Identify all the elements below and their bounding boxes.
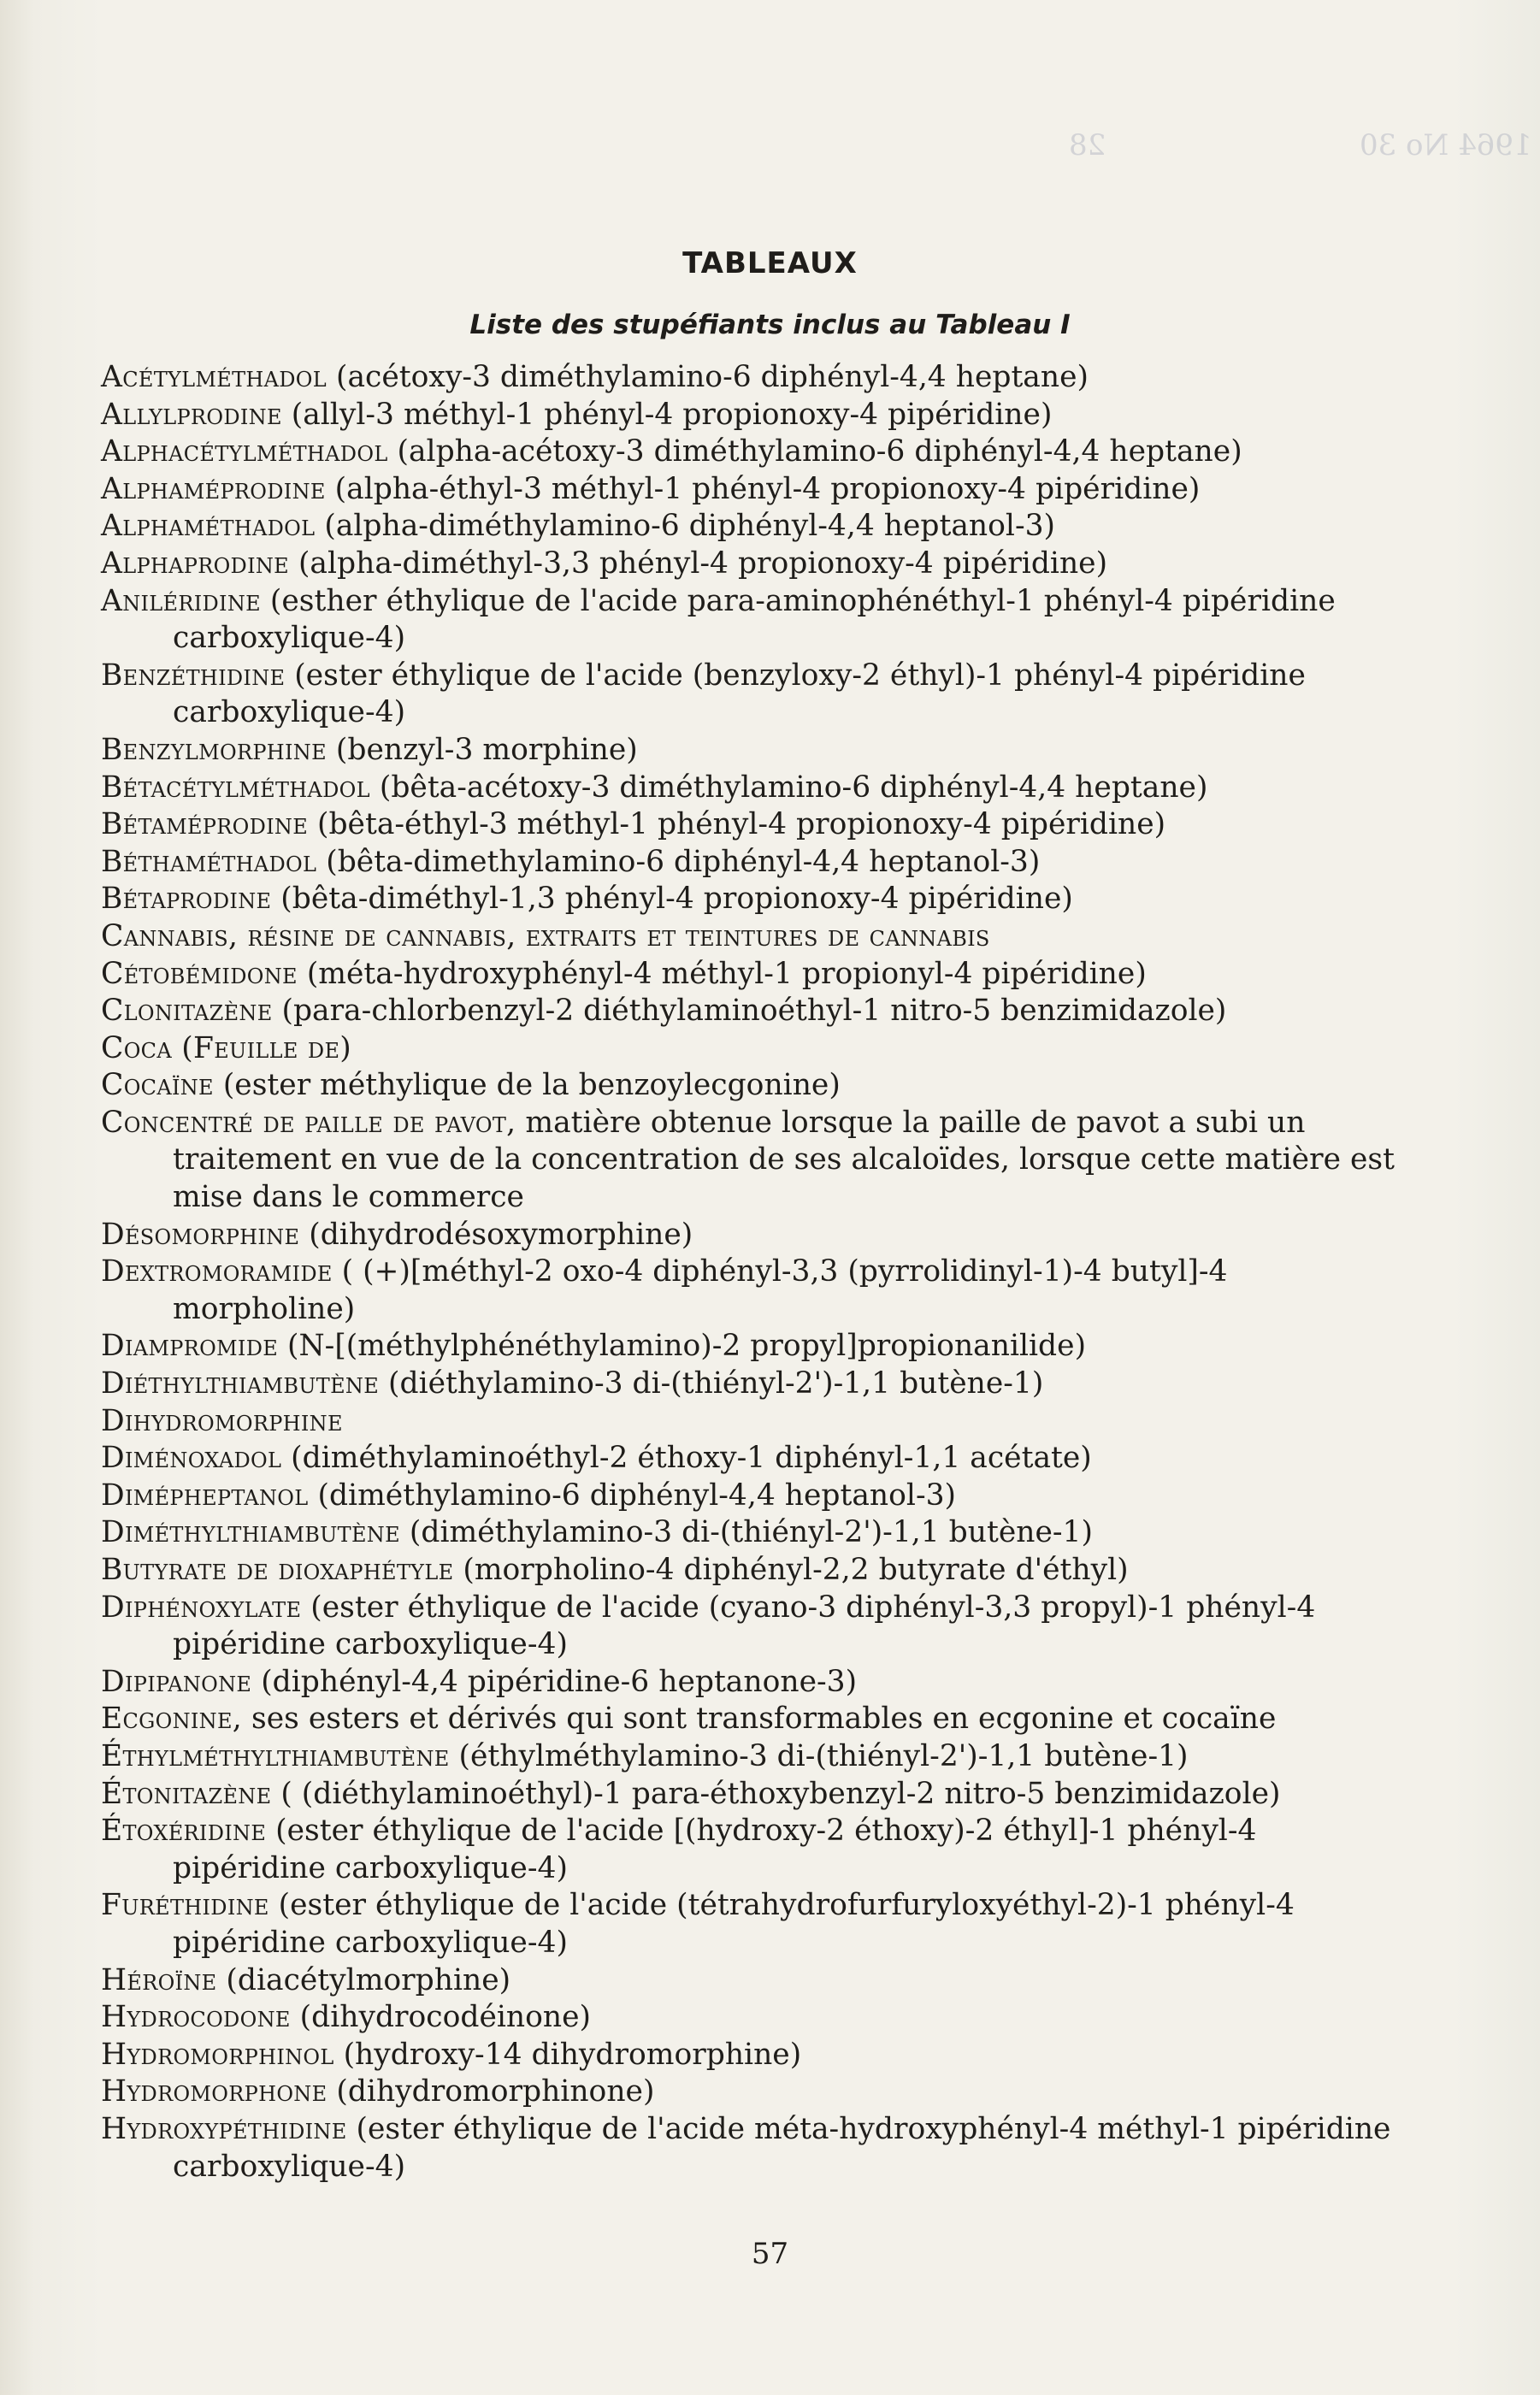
- drug-description: (ester éthylique de l'acide [(hydroxy-2 éthoxy)-2 éthyl]-1 phényl-4 pipéridine carboxylique-4): [173, 1814, 1257, 1885]
- drug-description: (N-[(méthylphénéthylamino)-2 propyl]propionanilide): [278, 1329, 1087, 1364]
- drug-name: Cocaïne: [101, 1068, 214, 1103]
- drug-description: (dihydromorphinone): [327, 2074, 655, 2109]
- drug-name: Coca (Feuille de): [101, 1030, 352, 1065]
- list-item: [101, 397, 1401, 434]
- drug-name: Alphaméprodine: [101, 471, 326, 506]
- drug-description: ( (diéthylaminoéthyl)-1 para-éthoxybenzyl-2 nitro-5 benzimidazole): [271, 1776, 1281, 1811]
- drug-name: Cannabis, résine de cannabis, extraits et teintures de cannabis: [101, 918, 990, 953]
- drug-description: (allyl-3 méthyl-1 phényl-4 propionoxy-4 pipéridine): [281, 397, 1053, 432]
- drug-description: (bêta-éthyl-3 méthyl-1 phényl-4 propionoxy-4 pipéridine): [308, 807, 1166, 842]
- list-item: [101, 1514, 1401, 1552]
- drug-description: (diphényl-4,4 pipéridine-6 heptanone-3): [251, 1664, 858, 1699]
- drug-name: Hydroxypéthidine: [101, 2111, 347, 2146]
- list-item: [101, 1590, 1401, 1664]
- drug-name: Désomorphine: [101, 1217, 300, 1252]
- drug-name: Benzylmorphine: [101, 732, 327, 767]
- drug-name: Butyrate de dioxaphétyle: [101, 1553, 454, 1587]
- list-item: [101, 1366, 1401, 1403]
- drug-name: Alphacétylméthadol: [101, 434, 388, 469]
- list-item: [101, 1254, 1401, 1328]
- list-item: [101, 2074, 1401, 2111]
- list-item: [101, 1403, 1401, 1441]
- drug-name: Benzéthidine: [101, 658, 286, 693]
- list-item: [101, 546, 1401, 583]
- drug-description: (morpholino-4 diphényl-2,2 butyrate d'éthyl): [453, 1553, 1129, 1587]
- drug-description: ses esters et dérivés qui sont transformables en ecgonine et cocaïne: [242, 1702, 1277, 1737]
- drug-description: (ester éthylique de l'acide méta-hydroxyphényl-4 méthyl-1 pipéridine carboxylique-4): [173, 2111, 1391, 2184]
- drug-description: (dihydrodésoxymorphine): [299, 1217, 693, 1252]
- drug-name: Allylprodine: [101, 397, 282, 432]
- list-item: [101, 1328, 1401, 1366]
- list-item: [101, 770, 1401, 807]
- list-item: [101, 1887, 1401, 1961]
- list-item: [101, 1701, 1401, 1738]
- drug-name: Dihydromorphine: [101, 1403, 343, 1438]
- drug-description: (alpha-éthyl-3 méthyl-1 phényl-4 propionoxy-4 pipéridine): [325, 471, 1201, 506]
- drug-description: (benzyl-3 morphine): [326, 732, 638, 767]
- drug-description: (bêta-diméthyl-1,3 phényl-4 propionoxy-4 pipéridine): [271, 882, 1073, 917]
- drug-name: Hydromorphinol: [101, 2037, 334, 2072]
- list-item: [101, 1813, 1401, 1887]
- drug-description: (hydroxy-14 dihydromorphine): [333, 2037, 802, 2072]
- drug-name: Alphaprodine: [101, 546, 289, 581]
- list-item: [101, 1067, 1401, 1105]
- drug-name: Acétylméthadol: [101, 360, 327, 394]
- drug-description: (dihydrocodéinone): [290, 2000, 592, 2035]
- drug-name: Bétacétylméthadol: [101, 770, 370, 805]
- list-item: [101, 1478, 1401, 1515]
- list-item: [101, 2111, 1401, 2186]
- list-item: [101, 844, 1401, 882]
- drug-description: (diméthylamino-6 diphényl-4,4 heptanol-3): [308, 1478, 957, 1513]
- list-item: [101, 359, 1401, 397]
- drug-description: (diéthylamino-3 di-(thiényl-2')-1,1 butène-1): [379, 1366, 1044, 1401]
- drug-name: Diphénoxylate: [101, 1590, 302, 1625]
- drug-name: Héroïne: [101, 1962, 217, 1997]
- list-item: [101, 1217, 1401, 1254]
- list-item: [101, 1664, 1401, 1702]
- list-item: [101, 732, 1401, 770]
- drug-description: (ester éthylique de l'acide (cyano-3 diphényl-3,3 propyl)-1 phényl-4 pipéridine carboxylique-4): [173, 1590, 1316, 1662]
- list-item: [101, 806, 1401, 844]
- list-item: [101, 881, 1401, 918]
- drug-description: (éthylméthylamino-3 di-(thiényl-2')-1,1 butène-1): [449, 1738, 1189, 1773]
- list-item: [101, 956, 1401, 994]
- list-item: [101, 658, 1401, 732]
- list-item: [101, 1738, 1401, 1776]
- drug-description: (diacétylmorphine): [216, 1962, 511, 1997]
- drug-description: (acétoxy-3 diméthylamino-6 diphényl-4,4 heptane): [327, 360, 1089, 394]
- list-item: [101, 583, 1401, 658]
- drug-description: (bêta-dimethylamino-6 diphényl-4,4 heptanol-3): [316, 844, 1041, 879]
- list-item: [101, 508, 1401, 546]
- drug-description: (diméthylamino-3 di-(thiényl-2')-1,1 butène-1): [399, 1515, 1093, 1550]
- drug-description: (alpha-acétoxy-3 diméthylamino-6 diphényl-4,4 heptane): [387, 434, 1242, 469]
- show-through-artifact: 28: [1069, 128, 1106, 162]
- drug-name: Bétaprodine: [101, 882, 272, 917]
- page-title: TABLEAUX: [682, 246, 858, 280]
- drug-name: Béthaméthadol: [101, 844, 317, 879]
- list-item: [101, 993, 1401, 1030]
- list-item: [101, 1105, 1401, 1217]
- drug-name: Diménoxadol: [101, 1441, 282, 1476]
- drug-name: Furéthidine: [101, 1888, 269, 1923]
- show-through-artifact: 1964 No 30: [1360, 128, 1532, 162]
- drug-description: ( (+)[méthyl-2 oxo-4 diphényl-3,3 (pyrrolidinyl-1)-4 butyl]-4 morpholine): [173, 1254, 1228, 1326]
- drug-name: Diampromide: [101, 1329, 279, 1364]
- drug-description: (ester méthylique de la benzoylecgonine): [213, 1068, 841, 1103]
- list-item: [101, 1776, 1401, 1814]
- drug-name: Dextromoramide: [101, 1254, 333, 1289]
- list-item: [101, 1999, 1401, 2037]
- drug-name: Diméthylthiambutène: [101, 1515, 400, 1550]
- list-item: [101, 1440, 1401, 1478]
- list-item: [101, 1962, 1401, 2000]
- drug-name: Cétobémidone: [101, 956, 298, 991]
- drug-name: Étoxéridine: [101, 1814, 267, 1849]
- drug-name: Hydrocodone: [101, 2000, 291, 2035]
- drug-description: (méta-hydroxyphényl-4 méthyl-1 propionyl-4 pipéridine): [297, 956, 1147, 991]
- list-item: [101, 471, 1401, 509]
- drug-name: Éthylméthylthiambutène: [101, 1738, 450, 1773]
- drug-description: (diméthylaminoéthyl-2 éthoxy-1 diphényl-1,1 acétate): [281, 1441, 1092, 1476]
- drug-name: Alphaméthadol: [101, 509, 316, 544]
- drug-description: (para-chlorbenzyl-2 diéthylaminoéthyl-1 nitro-5 benzimidazole): [272, 994, 1227, 1029]
- list-item: [101, 1030, 1401, 1068]
- drug-description: matière obtenue lorsque la paille de pavot a subi un traitement en vue de la concentration de ses alcaloïdes, lorsque cette matière est mise dans le commerce: [173, 1105, 1395, 1215]
- list-item: [101, 1552, 1401, 1590]
- drug-description: (ester éthylique de l'acide (tétrahydrofurfuryloxyéthyl-2)-1 phényl-4 pipéridine carboxylique-4): [173, 1888, 1295, 1960]
- drug-description: (esther éthylique de l'acide para-aminophénéthyl-1 phényl-4 pipéridine carboxylique-4): [173, 583, 1336, 656]
- drug-description: (ester éthylique de l'acide (benzyloxy-2 éthyl)-1 phényl-4 pipéridine carboxylique-4): [173, 658, 1306, 730]
- page-subtitle: Liste des stupéfiants inclus au Tableau I: [469, 310, 1071, 340]
- drug-name: Ecgonine,: [101, 1702, 243, 1737]
- drug-name: Étonitazène: [101, 1776, 272, 1811]
- drug-description: (alpha-diméthyl-3,3 phényl-4 propionoxy-4 pipéridine): [289, 546, 1108, 581]
- drug-name: Aniléridine: [101, 583, 261, 618]
- page-number: 57: [751, 2237, 789, 2271]
- list-item: [101, 434, 1401, 471]
- drug-name: Concentré de paille de pavot,: [101, 1105, 516, 1140]
- drug-description: (alpha-diméthylamino-6 diphényl-4,4 heptanol-3): [315, 509, 1056, 544]
- drug-name: Clonitazène: [101, 994, 273, 1029]
- drug-name: Dipipanone: [101, 1664, 252, 1699]
- narcotics-list: [101, 359, 1401, 2186]
- list-item: [101, 2037, 1401, 2074]
- drug-name: Diéthylthiambutène: [101, 1366, 380, 1401]
- drug-name: Hydromorphone: [101, 2074, 327, 2109]
- drug-description: (bêta-acétoxy-3 diméthylamino-6 diphényl-4,4 heptane): [369, 770, 1208, 805]
- drug-name: Dimépheptanol: [101, 1478, 309, 1513]
- drug-name: Bétaméprodine: [101, 807, 309, 842]
- list-item: [101, 918, 1401, 956]
